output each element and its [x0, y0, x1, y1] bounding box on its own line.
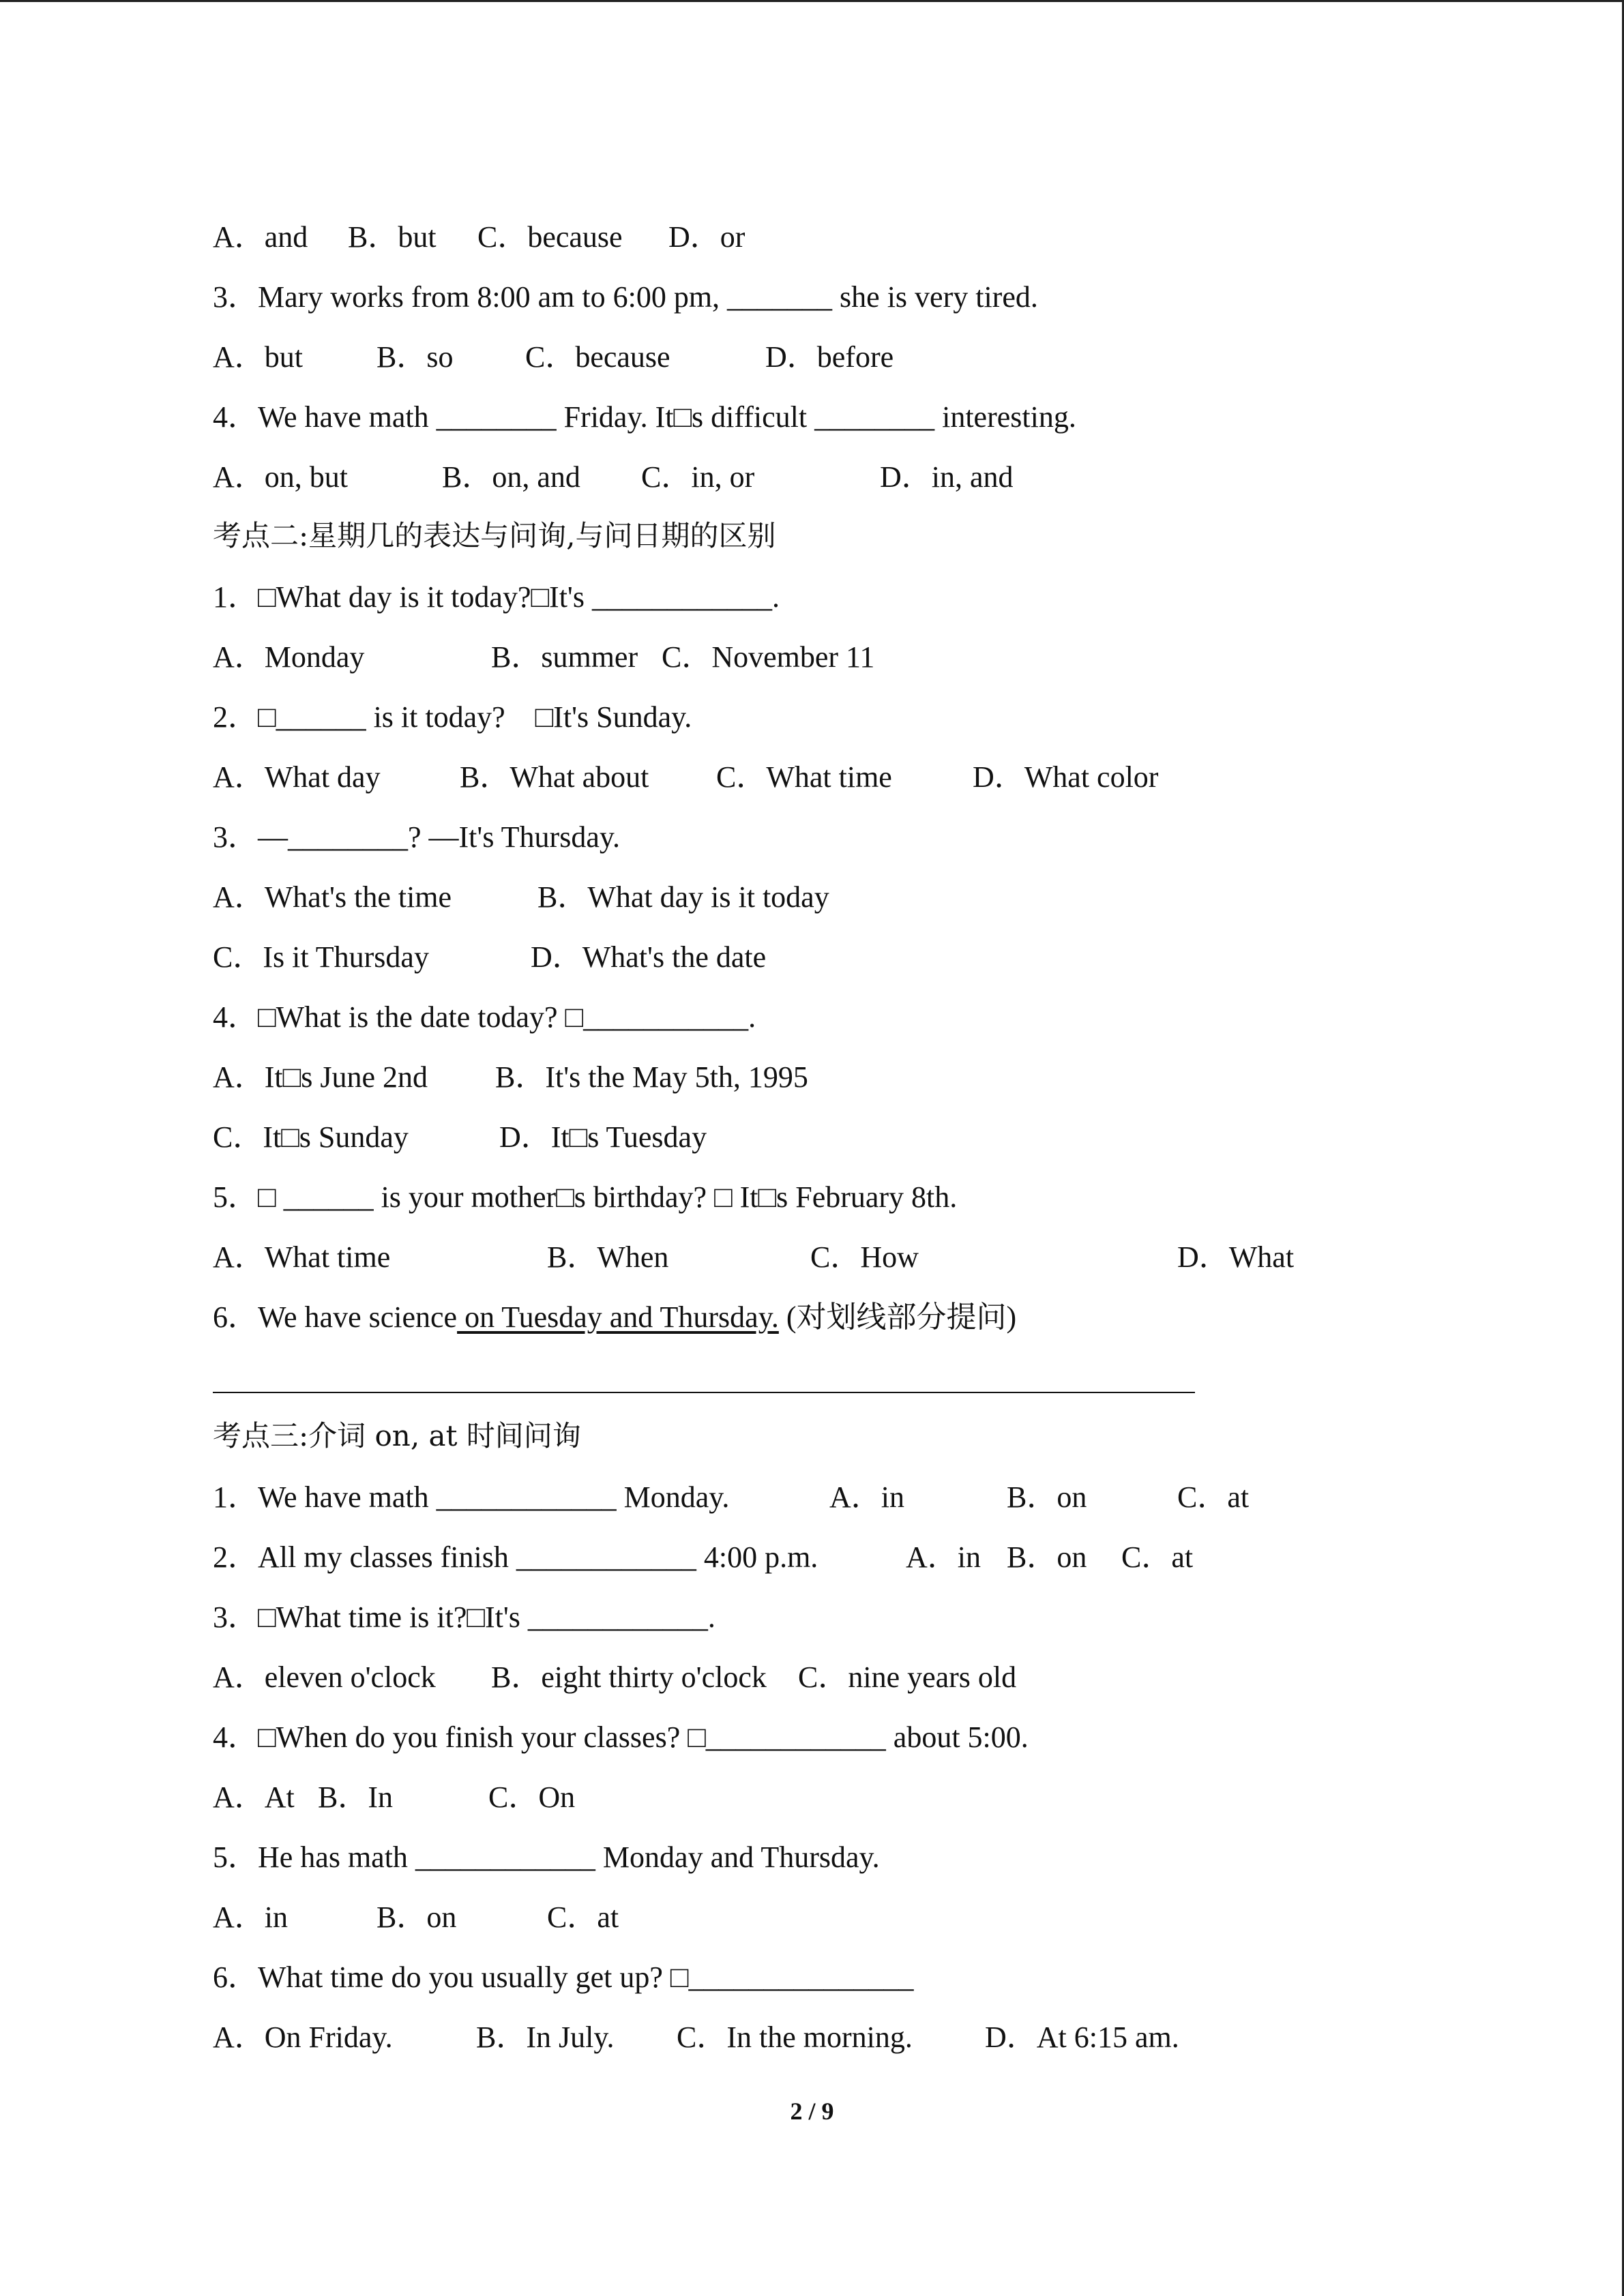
question-text: 4．We have math ________ Friday. It□s difficult ________ interesting.	[213, 400, 1076, 434]
question-text: 3．□What time is it?□It's ____________.	[213, 1600, 715, 1634]
option-a: A．It□s June 2nd	[213, 1060, 428, 1094]
option-d: D．It□s Tuesday	[499, 1120, 707, 1154]
option-d: D．At 6:15 am.	[985, 2021, 1179, 2054]
option-d: D．What color	[973, 760, 1159, 794]
question-text: 6．We have science on Tuesday and Thursday. (对划线部分提问)	[213, 1300, 1017, 1334]
option-c: C．Is it Thursday	[213, 940, 429, 974]
option-c: C．at	[1121, 1540, 1194, 1574]
option-b: B．so	[377, 340, 454, 374]
question-text: 6．What time do you usually get up? □_______________	[213, 1960, 914, 1994]
option-c: C．In the morning.	[677, 2021, 913, 2054]
question-text: 5．□ ______ is your mother□s birthday? □ It□s February 8th.	[213, 1180, 958, 1214]
option-c: C．November 11	[662, 640, 875, 674]
option-b: B．When	[547, 1240, 669, 1274]
option-b: B．on, and	[442, 460, 580, 494]
option-a: A．eleven o'clock	[213, 1660, 436, 1694]
option-d: D．before	[765, 340, 894, 374]
option-a: A．At	[213, 1780, 295, 1814]
option-a: A．in	[213, 1900, 288, 1934]
question-text: 1．We have math ____________ Monday.	[213, 1480, 730, 1514]
option-b: B．on	[377, 1900, 457, 1934]
option-b: B．In July.	[476, 2021, 615, 2054]
page-top-border	[0, 0, 1624, 2]
section-heading: 考点三:介词 on, at 时间问询	[213, 1419, 581, 1452]
option-c: C．at	[1177, 1480, 1250, 1514]
option-d: D．in, and	[880, 460, 1014, 494]
option-b: B．but	[348, 220, 437, 254]
page-number: 2 / 9	[790, 2098, 834, 2125]
option-c: C．What time	[716, 760, 892, 794]
option-a: A．in	[829, 1480, 904, 1514]
section-heading: 考点二:星期几的表达与问询,与问日期的区别	[213, 519, 776, 552]
option-a: A．What time	[213, 1240, 391, 1274]
question-text: 4．□When do you finish your classes? □____________ about 5:00.	[213, 1720, 1029, 1754]
option-c: C．How	[810, 1240, 919, 1274]
option-a: A．Monday	[213, 640, 365, 674]
option-b: B．on	[1007, 1540, 1087, 1574]
option-c: C．at	[547, 1900, 619, 1934]
question-text: 2．All my classes finish ____________ 4:00 p.m.	[213, 1540, 818, 1574]
option-b: B．What about	[460, 760, 649, 794]
question-text: 3．—________? —It's Thursday.	[213, 820, 620, 854]
option-b: B．summer	[491, 640, 638, 674]
option-b: B．What day is it today	[537, 880, 829, 914]
option-d: D．or	[668, 220, 745, 254]
option-a: A．in	[906, 1540, 981, 1574]
option-a: A．What day	[213, 760, 381, 794]
question-text: 3．Mary works from 8:00 am to 6:00 pm, _______ she is very tired.	[213, 280, 1038, 314]
option-b: B．eight thirty o'clock	[491, 1660, 767, 1694]
option-c: C．in, or	[641, 460, 755, 494]
option-a: A．but	[213, 340, 303, 374]
option-b: B．on	[1007, 1480, 1087, 1514]
option-a: A．On Friday.	[213, 2021, 393, 2054]
option-a: A．and	[213, 220, 308, 254]
option-a: A．What's the time	[213, 880, 452, 914]
option-b: B．It's the May 5th, 1995	[495, 1060, 808, 1094]
underlined-phrase: on Tuesday and Thursday.	[457, 1300, 779, 1334]
option-c: C．It□s Sunday	[213, 1120, 409, 1154]
option-d: D．What	[1177, 1240, 1295, 1274]
option-a: A．on, but	[213, 460, 348, 494]
option-d: D．What's the date	[531, 940, 767, 974]
option-c: C．nine years old	[798, 1660, 1017, 1694]
question-text: 4．□What is the date today? □___________.	[213, 1000, 756, 1034]
option-c: C．On	[488, 1780, 576, 1814]
option-c: C．because	[525, 340, 670, 374]
option-b: B．In	[318, 1780, 393, 1814]
question-text: 1．□What day is it today?□It's ____________.	[213, 580, 780, 614]
answer-line	[213, 1392, 1195, 1393]
question-text: 5．He has math ____________ Monday and Thursday.	[213, 1840, 880, 1874]
question-text: 2．□______ is it today? □It's Sunday.	[213, 700, 692, 734]
option-c: C．because	[477, 220, 623, 254]
